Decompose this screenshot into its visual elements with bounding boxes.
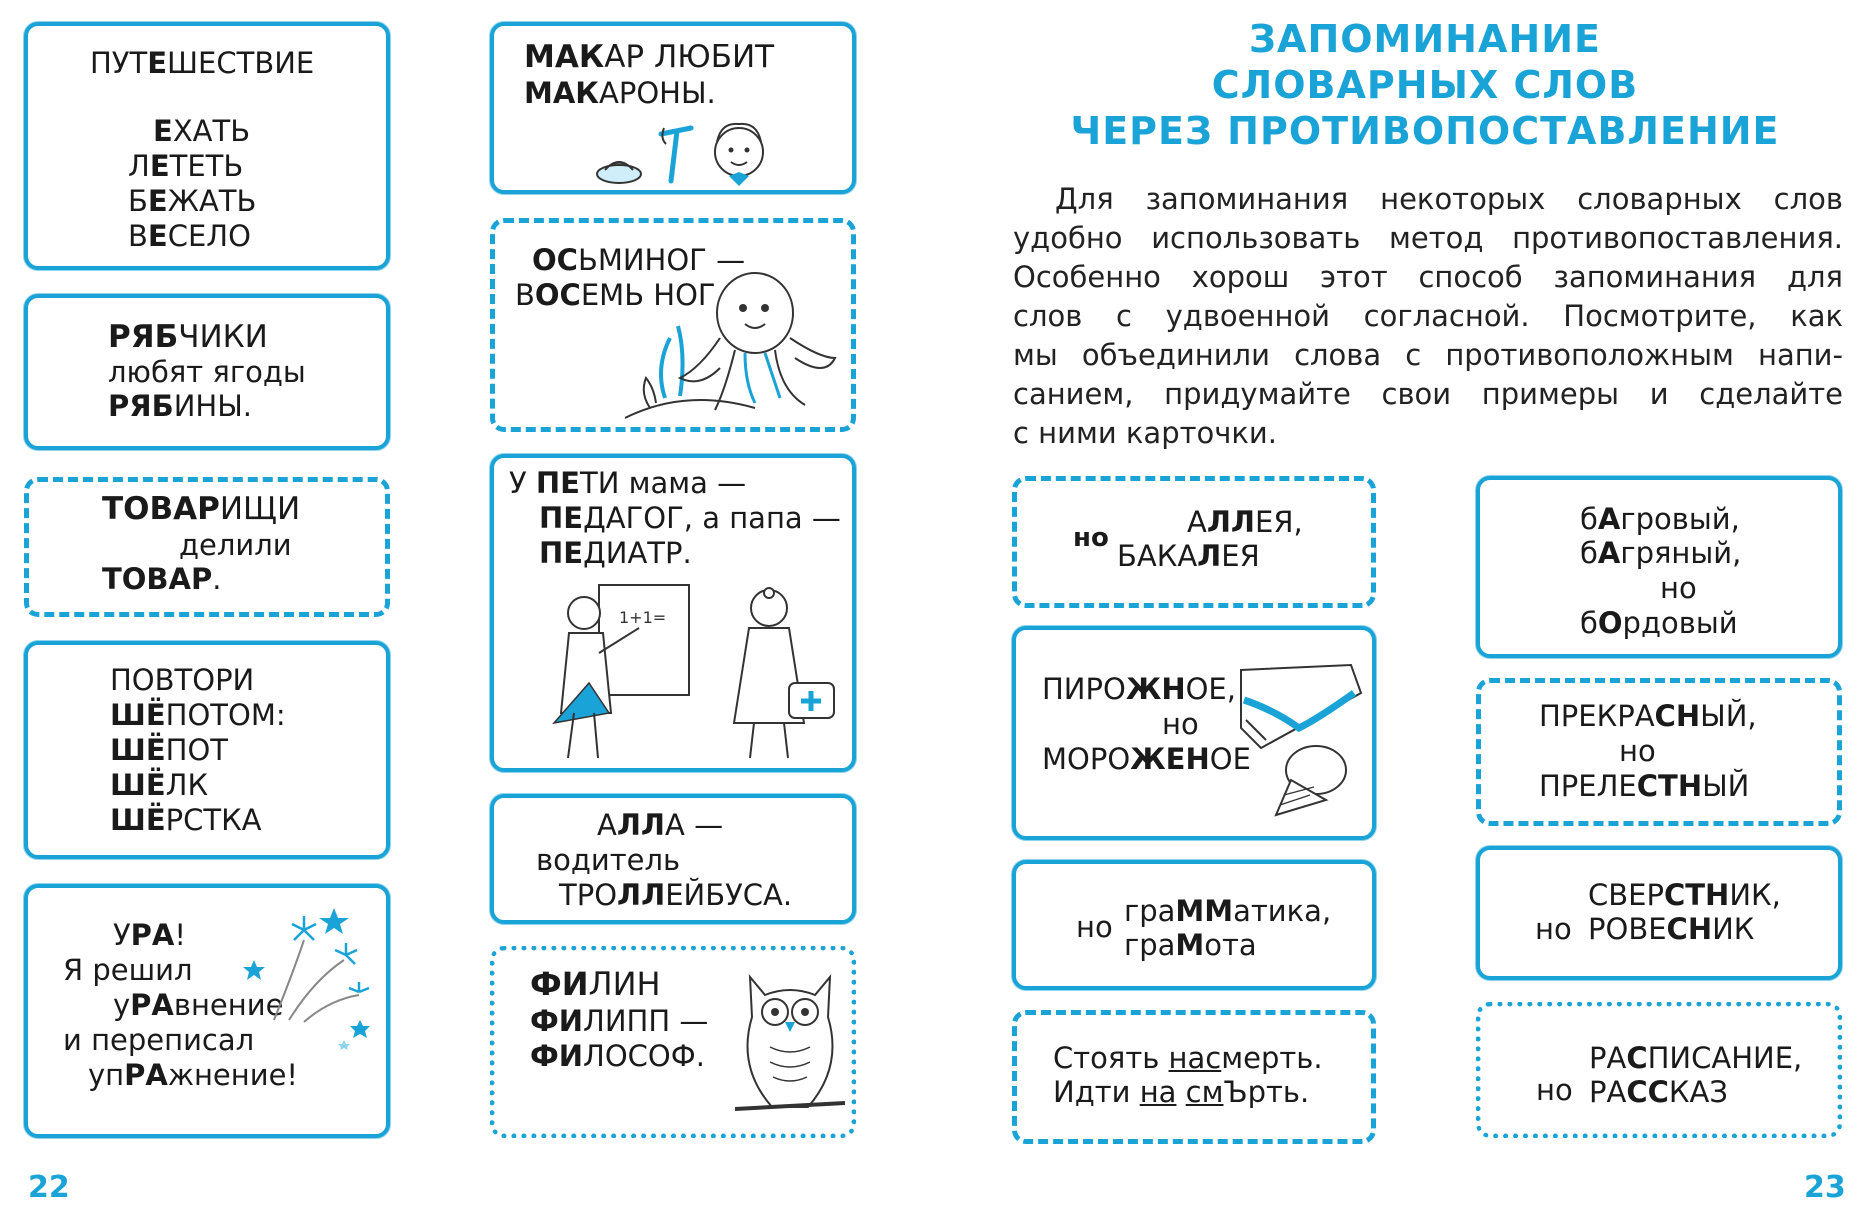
card-bagrovy	[1476, 476, 1842, 658]
line-1: ПОВТОРИ	[110, 663, 255, 697]
card-tovarishchi	[24, 477, 390, 617]
title-line-1: ЗАПОМИНАНИЕ	[1249, 17, 1601, 61]
word-1: ЕХАТЬ	[153, 114, 251, 148]
para-line: мы объединили слова с противоположным напи-	[1013, 338, 1843, 372]
intro-paragraph	[1013, 180, 1843, 453]
para-line: слов с удвоенной согласной. Посмотрите, как	[1013, 299, 1843, 333]
card-grammatika	[1012, 860, 1376, 990]
para-line: санием, придумайте свои примеры и сделайте	[1013, 377, 1843, 411]
line-1: бАгровый,	[1580, 502, 1740, 536]
line-3: уРАвнение	[113, 988, 284, 1022]
line-2: РАССКАЗ	[1589, 1075, 1728, 1109]
line-2: БАКАЛЕЯ	[1117, 539, 1260, 573]
line-1: Стоять насмерть.	[1053, 1041, 1323, 1075]
word-no: но	[1076, 910, 1113, 944]
line-2: бАгряный,	[1580, 536, 1742, 570]
line-2: ФИЛИПП —	[530, 1004, 709, 1038]
line-2: граМота	[1124, 928, 1257, 962]
line-2: МАКАРОНЫ.	[524, 76, 716, 110]
line-5: упРАжнение!	[88, 1058, 299, 1092]
line-1: СВЕРСТНИК,	[1588, 878, 1781, 912]
line-2: ШЁПОТОМ:	[110, 698, 286, 732]
word-no: но	[1162, 707, 1199, 741]
card-raspisanie	[1476, 1002, 1842, 1138]
card-makar	[490, 22, 856, 194]
svg-text:1+1=: 1+1=	[619, 608, 667, 627]
macaroni-boy-icon	[589, 114, 779, 194]
line-2: любят ягоды	[108, 355, 306, 389]
card-sverstnik	[1476, 846, 1842, 980]
word-3: БЕЖАТЬ	[128, 184, 257, 218]
line-3: ПЕДИАТР.	[539, 536, 692, 570]
teacher-doctor-icon	[549, 583, 839, 763]
line-4: ШЁЛК	[110, 768, 209, 802]
word-no: но	[1073, 523, 1109, 553]
page-number-left: 22	[28, 1170, 70, 1205]
para-line: Для запоминания некоторых словарных слов	[1055, 182, 1843, 216]
line-2: делили	[179, 528, 292, 562]
word-no: но	[1660, 571, 1697, 605]
line-5: ШЁРСТКА	[110, 803, 262, 837]
line-3: РЯБИНЫ.	[108, 389, 253, 423]
card-shyopot	[24, 641, 390, 859]
line-1: УРА!	[113, 918, 187, 952]
line-1: АЛЛА —	[597, 808, 724, 842]
fireworks-icon	[234, 900, 384, 1050]
line-1: РЯБЧИКИ	[108, 319, 268, 355]
card-filin	[490, 946, 856, 1138]
card-nasmert	[1012, 1010, 1376, 1144]
line-1: МАКАР ЛЮБИТ	[524, 39, 775, 75]
title-line-2: СЛОВАРНЫХ СЛОВ	[1211, 63, 1639, 107]
card-heading: ПУТЕШЕСТВИЕ	[90, 46, 315, 80]
line-1: У ПЕТИ мама —	[509, 466, 747, 500]
line-3: ФИЛОСОФ.	[530, 1039, 705, 1073]
line-2: ПРЕЛЕСТНЫЙ	[1539, 769, 1750, 803]
card-alleya	[1012, 476, 1376, 608]
para-line: Особенно хорош этот способ запоминания для	[1013, 260, 1843, 294]
line-2: МОРОЖЕНОЕ	[1042, 742, 1251, 776]
line-1: ОСЬМИНОГ —	[532, 243, 746, 277]
line-2: водитель	[536, 843, 681, 877]
cake-icecream-icon	[1236, 660, 1366, 820]
line-4: и переписал	[63, 1023, 255, 1057]
line-1: ПИРОЖНОЕ,	[1042, 672, 1236, 706]
word-no: но	[1535, 912, 1572, 946]
card-ura	[24, 884, 390, 1138]
card-ryabchiki	[24, 294, 390, 450]
word-no: но	[1619, 734, 1656, 768]
word-no: но	[1536, 1073, 1573, 1107]
card-prekrasny	[1476, 678, 1842, 826]
para-line: удобно использовать метод противопоставления.	[1013, 221, 1843, 255]
card-peti	[490, 454, 856, 772]
word-4: ВЕСЕЛО	[128, 219, 251, 253]
title-line-3: ЧЕРЕЗ ПРОТИВОПОСТАВЛЕНИЕ	[1070, 109, 1780, 153]
line-1: ТОВАРИЩИ	[102, 491, 301, 527]
line-1: АЛЛЕЯ,	[1187, 505, 1303, 539]
page-number-right: 23	[1804, 1170, 1846, 1205]
line-2: РОВЕСНИК	[1588, 912, 1755, 946]
line-1: ФИЛИН	[530, 965, 661, 1003]
owl-icon	[735, 967, 845, 1127]
line-3: ТРОЛЛЕЙБУСА.	[559, 878, 793, 912]
line-1: РАСПИСАНИЕ,	[1589, 1041, 1803, 1075]
line-2: Я решил	[63, 953, 193, 987]
card-alla	[490, 794, 856, 924]
line-2: ВОСЕМЬ НОГ	[515, 278, 716, 312]
line-3: ШЁПОТ	[110, 733, 228, 767]
line-1: граММатика,	[1124, 894, 1332, 928]
line-1: ПРЕКРАСНЫЙ,	[1539, 699, 1757, 733]
line-3: ТОВАР.	[102, 562, 222, 596]
card-pirozhnoe	[1012, 626, 1376, 840]
card-osminog	[490, 218, 856, 432]
para-line: с ними карточки.	[1013, 416, 1277, 450]
line-2: Идти на смЪрть.	[1053, 1075, 1310, 1109]
octopus-icon	[625, 268, 845, 428]
card-travel	[24, 22, 390, 270]
page-title	[1010, 16, 1840, 154]
line-3: бОрдовый	[1580, 606, 1738, 640]
line-2: ПЕДАГОГ, а папа —	[539, 501, 841, 535]
word-2: ЛЕТЕТЬ	[128, 149, 244, 183]
